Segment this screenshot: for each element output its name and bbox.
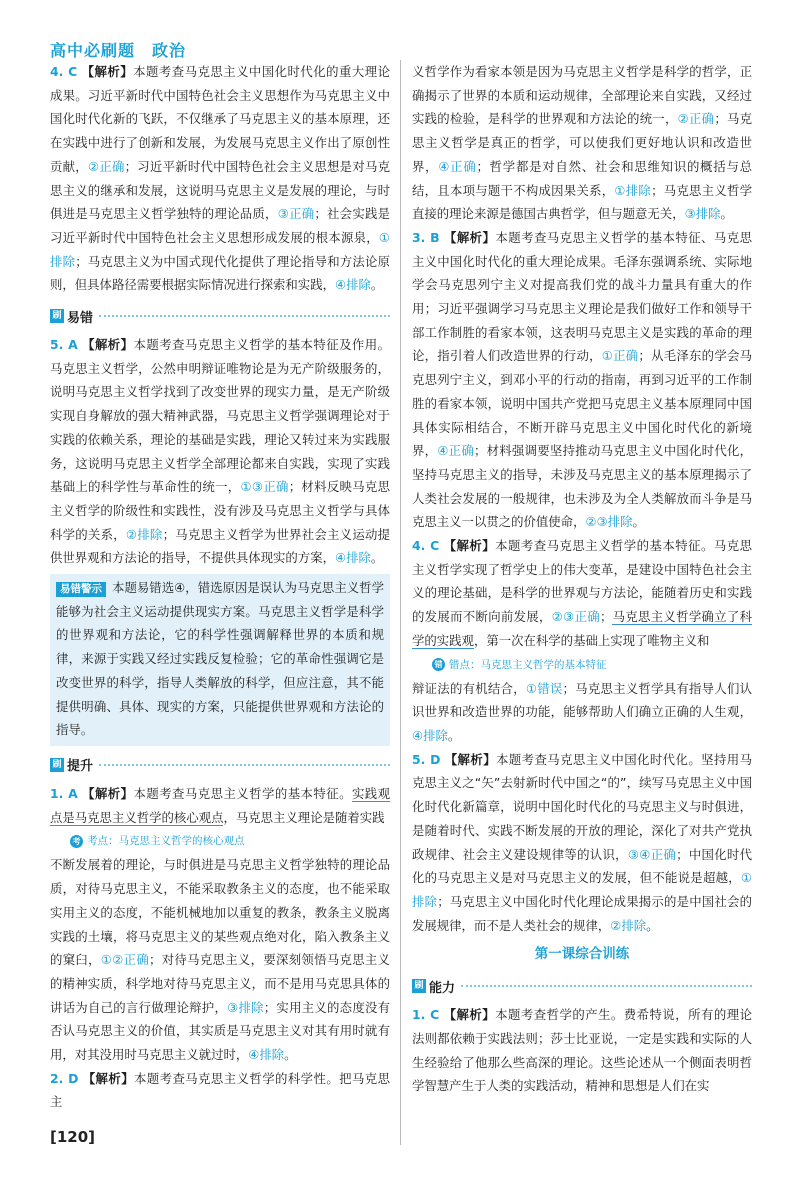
answer-text: ，马克思主义理论是随着实践	[223, 809, 385, 825]
answer-number: 1. A	[50, 785, 78, 801]
judgement: ④正确	[438, 158, 477, 174]
answer-text: 本题考查马克思主义哲学的基本特征、马克思主义中国化时代化的重大理论成果。毛泽东强调系统、实际地学会马克思列宁主义对提高我们党的战斗力量具有重大的作用；习近平强调学习马克思主义理论是我们做好工作和领导干部工作制胜的看家本领，这表明马克思主义是实践的革命的理论，指引着人们改造世界的行动，	[412, 229, 753, 364]
judgement: ④正确	[437, 443, 474, 459]
underlined-text: 实践观点是马克思主义哲学的核心观点	[50, 785, 391, 825]
answer-2d	[50, 1067, 390, 1114]
answer-text: 不断发展着的理论，与时俱进是马克思主义哲学独特的理论品质，对待马克思主义，不能采取教条主义的态度，也不能采取实用主义的态度，不能机械地加以重复的教条，教条主义脱离实践的土壤，将马克思主义的某些观点绝对化，陷入教条主义的窠臼，	[50, 857, 390, 968]
answer-text: ；马克思主义哲学为世界社会主义运动提供世界观和方法论的指导，不提供具体现实的方案，	[50, 526, 391, 566]
answer-4c-right	[412, 534, 752, 653]
analysis-tag: 【解析】	[443, 1007, 496, 1023]
answer-4c-right-cont	[412, 677, 752, 748]
answer-4c-left	[50, 60, 390, 297]
answer-text: 义哲学作为看家本领是因为马克思主义哲学是科学的哲学，正确揭示了世界的本质和运动规律，全部理论来自实践，又经过实践的检验，是科学的世界观和方法论的统一，	[412, 64, 752, 127]
answer-text: ，第一次在科学的基础上实现了唯物主义和	[473, 632, 710, 648]
judgement: ③排除	[684, 206, 721, 222]
answer-text: ；马克思主义中国化时代化理论成果揭示的是中国社会的发展规律，而不是人类社会的规律，	[412, 893, 753, 933]
answer-text: ；马克思主义哲学是真正的哲学，可以使我们更好地认识和改造世界，	[412, 111, 753, 174]
judgement: ④排除	[248, 1047, 285, 1063]
dotted-divider	[461, 985, 752, 987]
section-badge-icon: 刷	[50, 758, 64, 772]
answer-text: ；从毛泽东的学会马克思列宁主义，到邓小平的行动的指南，再到习近平的工作制胜的看家本领，说明中国共产党把马克思主义基本原理同中国具体实际相结合，不断开辟马克思主义中国化时代化的新境界，	[412, 348, 753, 459]
key-point-icon: 考	[70, 835, 83, 848]
mistake-warning-box	[50, 574, 390, 746]
error-point-note	[412, 653, 752, 677]
answer-1a-cont	[50, 853, 390, 1066]
judgement: ④排除	[334, 550, 371, 566]
judgement: ②正确	[677, 111, 715, 127]
answer-text: 本题考查哲学的产生。费希特说，所有的理论法则都依赖于实践法则；莎士比亚说，一定是实践和实际的人生经验给了他那么些高深的理论。这些论述从一个侧面表明哲学智慧产生于人类的实践活动，精神和思想是人们在实	[412, 1007, 752, 1094]
section-label: 易错	[67, 310, 94, 326]
section-badge-icon: 刷	[412, 979, 426, 993]
answer-text: ；马克思主义哲学具有指导人们认识世界和改造世界的功能，能够帮助人们确立正确的人生观，	[412, 680, 753, 720]
answer-text: ；中国化时代化的马克思主义是对马克思主义的发展，但不能说是超越，	[412, 846, 753, 886]
answer-text: 。	[720, 206, 733, 222]
answer-number: 3. B	[412, 229, 440, 245]
answer-text: ；哲学都是对自然、社会和思维知识的概括与总结，且本项与题干不构成因果关系，	[412, 158, 753, 198]
judgement: ①错误	[525, 680, 563, 696]
course-section-title: 第一课综合训练	[534, 946, 630, 963]
answer-text: 。	[284, 1047, 297, 1063]
answer-text: 本题考查马克思主义哲学的基本特征。马克思主义哲学实现了哲学史上的伟大变革，是建设中国特色社会主义的理论基础，是科学的世界观与方法论，能随着历史和实践的发展而不断向前发展，	[412, 538, 752, 625]
answer-text: 辩证法的有机结合，	[412, 680, 526, 696]
answer-text: 。	[632, 514, 645, 530]
answer-1a	[50, 782, 390, 829]
answer-number: 4. C	[50, 64, 78, 79]
judgement: ④排除	[334, 277, 371, 293]
left-column	[50, 60, 390, 1114]
judgement: ②排除	[610, 917, 647, 933]
note-text: 错点：马克思主义哲学的基本特征	[449, 658, 607, 671]
answer-text: ；对待马克思主义，要深刻领悟马克思主义的精神实质，科学地对待马克思主义，而不是用马克思具体的讲话为自己的言行做理论辩护，	[50, 952, 391, 1015]
judgement: ③④正确	[627, 846, 677, 862]
analysis-tag: 【解析】	[82, 337, 134, 353]
key-point-note	[50, 829, 390, 853]
analysis-tag: 【解析】	[82, 785, 134, 801]
answer-1c	[412, 1003, 752, 1098]
answer-number: 5. D	[412, 751, 441, 767]
answer-text: ；材料强调要坚持推动马克思主义中国化时代化，坚持马克思主义的指导，未涉及马克思主义的基本原理揭示了人类社会发展的一般规律，也未涉及为全人类解放而斗争是马克思主义一以贯之的价值使命，	[412, 443, 753, 530]
judgement: ①排除	[614, 182, 652, 198]
judgement: ②排除	[125, 526, 163, 542]
page-number: [120]	[50, 1128, 96, 1146]
analysis-tag: 【解析】	[443, 229, 496, 245]
answer-text: 本题考查马克思主义中国化时代化。坚持用马克思主义之“矢”去射新时代中国之“的”，续写马克思主义中国化时代化新篇章，说明中国化时代化的马克思主义与时俱进，是随着时代、实践不断发展的开放的理论，深化了对共产党执政规律、社会主义建设规律等的认识，	[412, 751, 752, 862]
analysis-tag: 【解析】	[82, 1070, 135, 1086]
dotted-divider	[99, 764, 390, 766]
answer-text: ；材料反映马克思主义哲学的阶级性和实践性，没有涉及马克思主义哲学与具体科学的关系，	[50, 479, 391, 542]
answer-text: ；习近平新时代中国特色社会主义思想是对马克思主义的继承和发展，这说明马克思主义是发展的理论，与时俱进是马克思主义哲学独特的理论品质，	[50, 158, 391, 222]
dotted-divider	[99, 315, 390, 317]
answer-text: ；实用主义的态度没有否认马克思主义的价值，其实质是马克思主义对其有用时就有用，对其没用时马克思主义就过时，	[50, 999, 391, 1063]
analysis-tag: 【解析】	[444, 751, 497, 767]
judgement: ①③正确	[240, 479, 289, 495]
answer-text: 本题考查马克思主义中国化时代化的重大理论成果。习近平新时代中国特色社会主义思想作为马克思主义中国化时代化新的飞跃，不仅继承了马克思主义的基本原理，还在实践中进行了创新和发展，为发展马克思主义作出了原创性贡献，	[50, 64, 390, 174]
section-header-yicuo	[50, 303, 390, 329]
judgement: ②正确	[87, 158, 125, 174]
page-number-value: 120	[56, 1128, 89, 1146]
answer-text: ；	[599, 609, 613, 625]
answer-text: 本题考查马克思主义哲学的科学性。把马克思主	[50, 1070, 390, 1110]
error-point-icon: 错	[432, 658, 445, 671]
judgement: ③正确	[277, 206, 315, 222]
mistake-warning-tag: 易错警示	[56, 582, 106, 597]
judgement: ③排除	[227, 999, 264, 1015]
answer-text: 。	[447, 727, 461, 743]
section-badge-icon: 刷	[50, 309, 64, 323]
answer-number: 2. D	[50, 1070, 79, 1086]
answer-text: 。	[370, 550, 384, 566]
answer-text: ；马克思主义哲学直接的理论来源是德国古典哲学，但与题意无关，	[412, 182, 753, 222]
underlined-text: 马克思主义哲学确立了科学的实践观	[412, 609, 753, 648]
page-header-title: 高中必刷题 政治	[50, 41, 187, 60]
answer-text: ；社会实践是习近平新时代中国特色社会主义思想形成发展的根本源泉，	[50, 206, 391, 245]
answer-5a	[50, 333, 390, 570]
answer-3b	[412, 226, 752, 534]
judgement: ①②正确	[100, 952, 150, 968]
answer-number: 4. C	[412, 538, 440, 554]
answer-number: 1. C	[412, 1007, 440, 1023]
note-text: 考点：马克思主义哲学的核心观点	[87, 835, 245, 848]
judgement: ①排除	[50, 229, 390, 269]
answer-5d	[412, 748, 752, 938]
answer-text: ；马克思主义为中国式现代化提供了理论指导和方法论原则，但具体路径需要根据实际情况进行探索和实践，	[50, 253, 391, 293]
judgement: ④排除	[412, 727, 448, 743]
answer-number: 5. A	[50, 337, 78, 353]
judgement: ②③排除	[585, 514, 633, 530]
answer-text: 本题考查马克思主义哲学的基本特征。	[133, 785, 352, 801]
judgement: ②③正确	[551, 609, 600, 625]
mistake-warning-text	[56, 576, 384, 742]
section-label: 能力	[429, 980, 456, 996]
column-divider	[400, 60, 401, 1145]
judgement: ①正确	[601, 348, 639, 364]
section-label: 提升	[67, 759, 94, 775]
answer-text: 。	[646, 917, 659, 933]
section-header-nengli	[412, 973, 752, 999]
analysis-tag: 【解析】	[443, 538, 496, 554]
warning-text: 本题易错选④，错选原因是误认为马克思主义哲学能够为社会主义运动提供现实方案。马克思主义哲学是科学的世界观和方法论，它的科学性强调解释世界的本质和规律，来源于实践又经过实践反复检验；它的革命性强调它是改变世界的科学，指导人类解放的科学，但应注意，其不能提供明确、具体、现实的方案，只能提供世界观和方法论的指导。	[56, 580, 384, 738]
analysis-tag: 【解析】	[81, 64, 134, 79]
answer-text: 本题考查马克思主义哲学的基本特征及作用。马克思主义哲学，公然申明辩证唯物论是为无产阶级服务的，说明马克思主义哲学找到了改变世界的现实力量，是无产阶级实现自身解放的强大精神武器，马克思主义哲学强调理论对于实践的依赖关系，理论的基础是实践，理论又转过来为实践服务，这说明马克思主义哲学全部理论都来自实践，实现了实践基础上的科学性与革命性的统一，	[50, 337, 391, 495]
right-column	[412, 60, 752, 1098]
answer-2d-cont	[412, 60, 752, 226]
judgement: ①排除	[412, 870, 752, 909]
section-header-tisheng	[50, 752, 390, 778]
answer-text: 。	[370, 277, 384, 293]
